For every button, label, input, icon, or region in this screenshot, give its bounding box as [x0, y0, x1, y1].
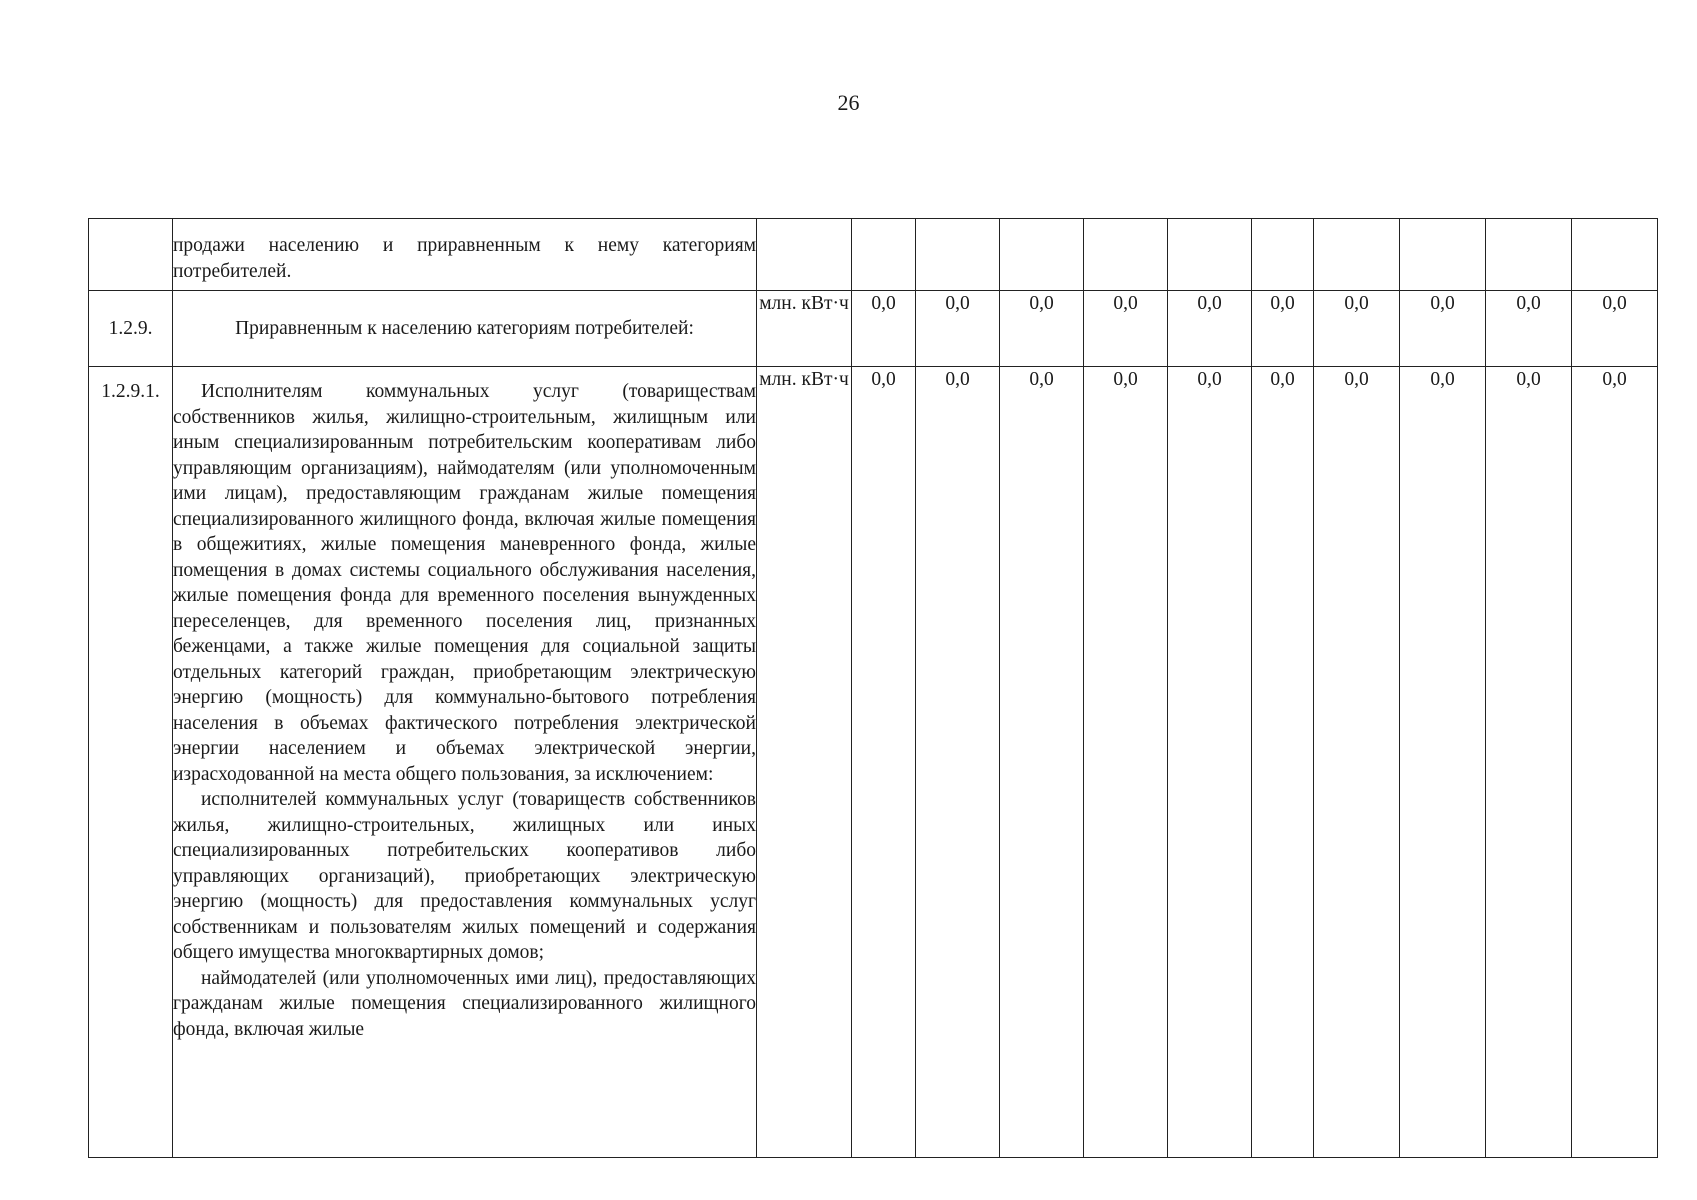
description-paragraph: Исполнителям коммунальных услуг (товариществам собственников жилья, жилищно-строительным, жилищным или иным специализированным потребительским кооперативам либо управляющим организациям), наймодателям (или уполномоченным ими лицам), предоставляющим гражданам жилые помещения специализированного жилищного фонда, включая жилые помещения в общежитиях, жилые помещения маневренного фонда, жилые помещения в домах системы социального обслуживания населения, жилые помещения фонда для временного поселения вынужденных переселенцев, для временного поселения лиц, признанных беженцами, а также жилые помещения для социальной защиты отдельных категорий граждан, приобретающим электрическую энергию (мощность) для коммунально-бытового потребления населения в объемах фактического потребления электрической энергии населением и объемах электрической энергии, израсходованной на места общего пользования, за исключением:: [173, 381, 756, 785]
value-cell: [1486, 219, 1572, 291]
value-cell: [1084, 219, 1168, 291]
value-cell: [1000, 219, 1084, 291]
value-cell: [1572, 219, 1658, 291]
value-cell: 0,0: [1400, 367, 1486, 1158]
description-paragraph: наймодателей (или уполномоченных ими лиц), предоставляющих гражданам жилые помещения специализированного жилищного фонда, включая жилые: [173, 967, 756, 1040]
value-cell: [1314, 219, 1400, 291]
value-cell: 0,0: [1572, 367, 1658, 1158]
data-table: [88, 218, 1658, 1158]
value-cell: 0,0: [1572, 291, 1658, 367]
value-cell: 0,0: [1168, 291, 1252, 367]
page-number: 26: [837, 90, 860, 115]
value-cell: 0,0: [1252, 291, 1314, 367]
value-cell: 0,0: [916, 291, 1000, 367]
row-description: [173, 367, 757, 1158]
row-unit: млн. кВт·ч: [757, 367, 852, 1158]
value-cell: 0,0: [852, 291, 916, 367]
table-row: [89, 291, 1658, 367]
value-cell: 0,0: [916, 367, 1000, 1158]
value-cell: 0,0: [1168, 367, 1252, 1158]
value-cell: 0,0: [1252, 367, 1314, 1158]
row-description: [173, 219, 757, 291]
value-cell: [1168, 219, 1252, 291]
table-row: [89, 219, 1658, 291]
value-cell: 0,0: [852, 367, 916, 1158]
value-cell: [1252, 219, 1314, 291]
value-cell: 0,0: [1400, 291, 1486, 367]
value-cell: 0,0: [1486, 367, 1572, 1158]
row-code: 1.2.9.: [89, 291, 173, 367]
row-unit: млн. кВт·ч: [757, 291, 852, 367]
description-paragraph: продажи населению и приравненным к нему категориям потребителей.: [173, 235, 756, 282]
value-cell: 0,0: [1486, 291, 1572, 367]
value-cell: [852, 219, 916, 291]
value-cell: 0,0: [1314, 367, 1400, 1158]
row-description: [173, 291, 757, 367]
description-paragraph: исполнителей коммунальных услуг (товариществ собственников жилья, жилищно-строительных, жилищных или иных специализированных потребительских кооперативов либо управляющих организаций), приобретающих электрическую энергию (мощность) для предоставления коммунальных услуг собственникам и пользователям жилых помещений и содержания общего имущества многоквартирных домов;: [173, 789, 756, 963]
row-code: 1.2.9.1.: [89, 367, 173, 1158]
table-row: [89, 367, 1658, 1158]
value-cell: [916, 219, 1000, 291]
value-cell: 0,0: [1000, 367, 1084, 1158]
value-cell: 0,0: [1000, 291, 1084, 367]
row-unit: [757, 219, 852, 291]
value-cell: 0,0: [1084, 367, 1168, 1158]
row-code: [89, 219, 173, 291]
value-cell: [1400, 219, 1486, 291]
value-cell: 0,0: [1084, 291, 1168, 367]
description-paragraph: Приравненным к населению категориям потребителей:: [235, 317, 694, 339]
value-cell: 0,0: [1314, 291, 1400, 367]
